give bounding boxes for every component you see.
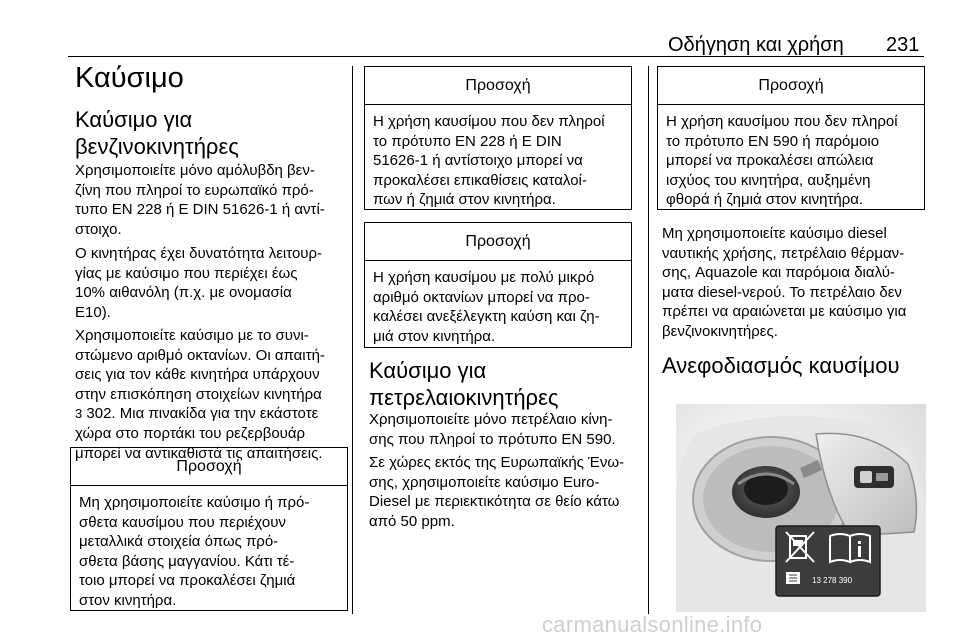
warning-title: Προσοχή bbox=[365, 67, 631, 105]
column-divider bbox=[648, 66, 649, 614]
warning-title: Προσοχή bbox=[365, 223, 631, 261]
warning-title: Προσοχή bbox=[71, 448, 347, 486]
fuel-flap-illustration bbox=[676, 404, 926, 612]
watermark: carmanualsonline.info bbox=[542, 612, 763, 637]
paragraph-octane: Χρησιμοποιείτε καύσιμο με το συνι- στώμενο αριθμό οκτανίων. Οι απαιτή- σεις για τον κάθε κινητήρα υπάρχουν στην επισκόπηση στοιχείων κινητήρα 3 302. Μια πινακίδα για την εκάστοτε χώρα στο πορτάκι του ρεζερβουάρ μπορεί να αντικαθιστά τις απαιτήσεις. bbox=[75, 326, 347, 463]
warning-box-en228 bbox=[364, 66, 632, 210]
photo-reference-number: 13 278 390 bbox=[812, 576, 853, 585]
paragraph-diesel-standard: Χρησιμοποιείτε μόνο πετρέλαιο κίνη- σης που πληροί το πρότυπο EN 590. bbox=[369, 411, 616, 448]
warning-title: Προσοχή bbox=[658, 67, 924, 105]
fuel-flap-photo bbox=[676, 404, 926, 612]
cross-reference-text: 302. Μια πινακίδα για την εκάστοτε bbox=[82, 405, 319, 423]
section-heading-petrol: Καύσιμο για βενζινοκινητήρες bbox=[75, 107, 239, 159]
paragraph-ethanol: Ο κινητήρας έχει δυνατότητα λειτουρ- γίας με καύσιμο που περιέχει έως 10% αιθανόλη (π.χ. με ονομασία E10). bbox=[75, 245, 323, 321]
column-divider bbox=[352, 66, 353, 614]
paragraph-diesel-not-allowed: Μη χρησιμοποιείτε καύσιμο diesel ναυτικής χρήσης, πετρέλαιο θέρμαν- σης, Aquazole και παρόμοια διαλύ- ματα diesel-νερού. Το πετρέλαιο δεν πρέπει να αραιώνεται με καύσιμο για βενζινοκινητήρες. bbox=[662, 225, 907, 340]
warning-text: Μη χρησιμοποιείτε καύσιμο ή πρό- σθετα καυσίμου που περιέχουν μεταλλικά στοιχεία όπως πρό- σθετα βάσης μαγγανίου. Κάτι τέ- τοιο μπορεί να προκαλέσει ζημιά στον κινητήρα. bbox=[79, 494, 310, 609]
section-heading-diesel: Καύσιμο για πετρελαιοκινητήρες bbox=[369, 358, 559, 410]
warning-text: Η χρήση καυσίμου με πολύ μικρό αριθμό οκτανίων μπορεί να προ- καλέσει ανεξέλεγκτη καύση και ζη- μιά στον κινητήρα. bbox=[373, 269, 600, 345]
page-reference-icon[interactable]: 3 bbox=[75, 406, 83, 422]
page-number: 231 bbox=[886, 34, 920, 56]
section-heading-refuelling: Ανεφοδιασμός καυσίμου bbox=[662, 353, 900, 378]
warning-text: Η χρήση καυσίμου που δεν πληροί το πρότυπο EN 590 ή παρόμοιο μπορεί να προκαλέσει απώλεια ισχύος του κινητήρα, αυξημένη φθορά ή ζημιά στον κινητήρα. bbox=[666, 113, 898, 209]
warning-box-en590 bbox=[657, 66, 925, 210]
paragraph-petrol-standard: Χρησιμοποιείτε μόνο αμόλυβδη βεν- ζίνη που πληροί το ευρωπαϊκό πρό- τυπο EN 228 ή E DIN 51626-1 ή αντί- στοιχο. bbox=[75, 162, 325, 238]
chapter-title: Καύσιμο bbox=[75, 62, 184, 94]
warning-box-low-octane bbox=[364, 222, 632, 348]
paragraph-non-eu-diesel: Σε χώρες εκτός της Ευρωπαϊκής Ένω- σης, χρησιμοποιείτε καύσιμο Euro- Diesel με περιεκτικότητα σε θείο κάτω από 50 ppm. bbox=[369, 454, 625, 530]
running-header-title: Οδήγηση και χρήση bbox=[668, 34, 844, 56]
warning-text: Η χρήση καυσίμου που δεν πληροί το πρότυπο EN 228 ή E DIN 51626-1 ή αντίστοιχο μπορεί να προκαλέσει επικαθίσεις καταλοί- πων ή ζημιά στον κινητήρα. bbox=[373, 113, 605, 209]
header-rule bbox=[68, 56, 924, 57]
cross-reference-line bbox=[75, 404, 347, 424]
warning-box-metal-additives bbox=[70, 447, 348, 611]
